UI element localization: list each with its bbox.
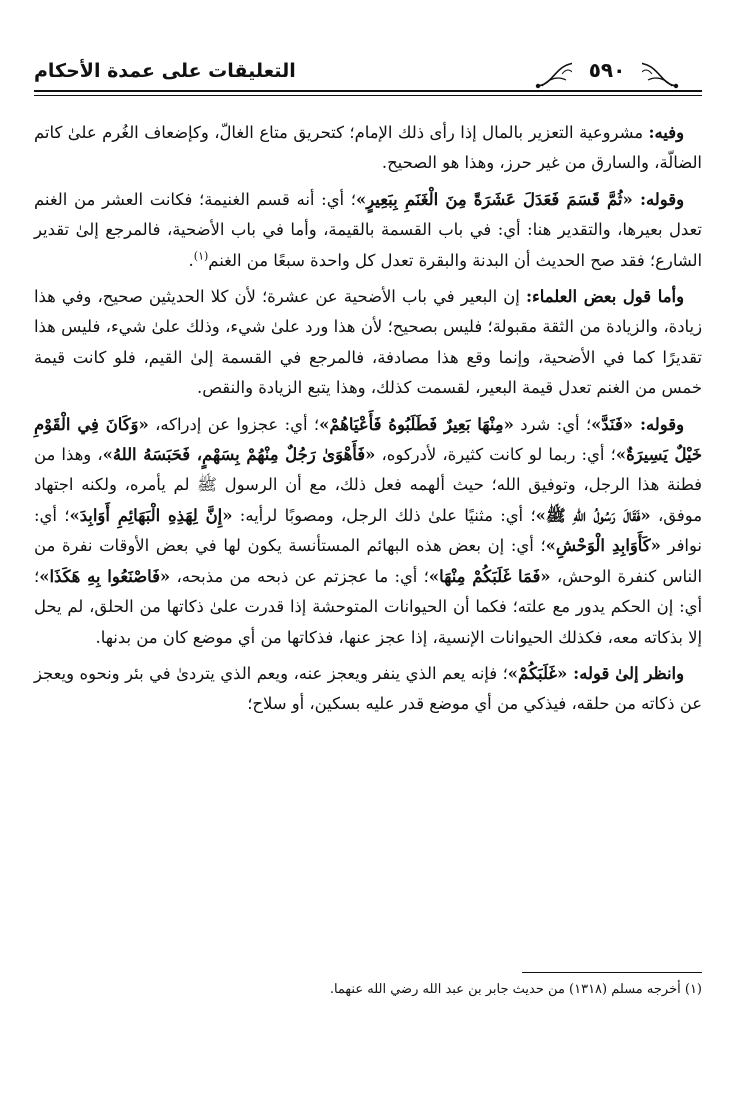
hadith-quote: «وَكَانَ فِي الْقَوْمِ خَيْلٌ يَسِيرَةٌ»: [34, 414, 702, 465]
hadith-quote: «فَنَدَّ»: [591, 414, 640, 434]
page-number: ٥٩٠: [572, 58, 642, 82]
hadith-quote: «كَأَوَابِدِ الْوَحْشِ»: [545, 536, 661, 556]
paragraph-text: ؛ أي: إن الحكم يدور مع علته؛ فكما أن الحيوانات المتوحشة إذا قدرت علىٰ ذكاتها من الحلق، لم يحل إلا بذكاته معه، فكذلك الحيوانات الإنسية، إذا عجز عنها، فذكاتها من أي موضع كان من بدنها.: [34, 566, 702, 647]
hadith-quote: «فَمَا غَلَبَكُمْ مِنْهَا»: [428, 566, 551, 586]
paragraph-text: ؛ أي: مثنيًا علىٰ ذلك الرجل، ومصوبًا لرأيه:: [232, 505, 536, 525]
paragraph-4: [34, 410, 702, 653]
paragraph-5: [34, 659, 702, 720]
paragraph-text: ، وهذا من فطنة هذا الرجل، وتوفيق الله؛ حيث ألهمه فعل ذلك، مع أن الرسول ﷺ لم يأمره، ولكنه اجتهاد موفق،: [34, 445, 702, 525]
paragraph-text: إن البعير في باب الأضحية عن عشرة؛ لأن كلا الحديثين صحيح، وفي هذا زيادة، والزيادة من الثقة مقبولة؛ فليس بصحيح؛ لأن هذا ورد علىٰ شيء، وذلك علىٰ شيء، فليس هذا تقديرًا كما في الأضحية، وإنما وقع هذا مصادفة، فالمرجع في القسمة إلىٰ القيم، فلو كانت قيمة خمس من الغنم تعدل قيمة البعير، لقسمت كذلك، وهذا يتبع الزيادة والنقص.: [34, 287, 702, 398]
hadith-quote: «إِنَّ لِهَذِهِ الْبَهَائِمِ أَوَابِدَ»: [69, 505, 233, 525]
hadith-quote: «فَأَهْوَىٰ رَجُلٌ مِنْهُمْ بِسَهْمٍ، فَحَبَسَهُ اللهُ»: [102, 445, 376, 465]
hadith-quote: «فَقَالَ رَسُولُ اللهِ ﷺ»: [535, 505, 651, 525]
book-title: التعليقات على عمدة الأحكام: [34, 60, 296, 82]
paragraph-3: [34, 282, 702, 404]
footnote: (١) أخرجه مسلم (١٣١٨) من حديث جابر بن عبد الله رضي الله عنهما.: [329, 982, 702, 997]
paragraph-lead: وقوله:: [639, 189, 684, 209]
paragraph-text: ؛ أي: إن بعض هذه البهائم المستأنسة يكون لها في بعض الأوقات نفرة من الناس كنفرة الوحش،: [34, 536, 703, 586]
footnote-rule: [522, 972, 702, 973]
paragraph-lead: وانظر إلىٰ قوله:: [573, 663, 684, 683]
paragraph-end: .: [188, 250, 194, 270]
paragraph-text: ؛ أي: ربما لو كانت كثيرة، لأدركوه،: [375, 445, 616, 465]
paragraph-text: ؛ أي: نوافر: [34, 505, 702, 556]
paragraph-2: [34, 185, 702, 276]
paragraph-text: ؛ أي: عجزوا عن إدراكه،: [148, 414, 320, 434]
page-header: [34, 56, 702, 100]
page-number-frame: [532, 50, 682, 94]
paragraph-lead: وفيه:: [648, 123, 684, 142]
hadith-quote: «غَلَبَكُمْ»: [507, 663, 574, 683]
paragraph-text: ؛ أي: أنه قسم الغنيمة؛ فكانت العشر من الغنم تعدل بعيرها، والتقدير هنا: أي: في باب القسمة بالقيمة، وأما في باب الأضحية، فالمرجع إلىٰ تقدير الشارع؛ فقد صح الحديث أن البدنة والبقرة تعدل كل واحدة سبعًا من الغنم: [34, 189, 702, 270]
hadith-quote: «ثُمَّ قَسَمَ فَعَدَلَ عَشَرَةً مِنَ الْغَنَمِ بِبَعِيرٍ»: [356, 189, 640, 209]
body-text: [34, 118, 702, 726]
paragraph-text: ؛ أي: ما عجزتم عن ذبحه من مذبحه،: [170, 566, 429, 586]
paragraph-text: مشروعية التعزير بالمال إذا رأى ذلك الإمام؛ كتحريق متاع الغالّ، وكإضعاف الغُرم علىٰ كاتم الضالّة، والسارق من غير حرز، وهذا هو الصحيح.: [34, 123, 702, 173]
paragraph-lead: وأما قول بعض العلماء:: [525, 287, 684, 307]
footnote-ref[interactable]: (١): [193, 249, 209, 263]
header-rule: [34, 90, 702, 92]
paragraph-text: ؛ أي: شرد: [513, 414, 592, 434]
paragraph-text: ؛ فإنه يعم الذي ينفر ويعجز عنه، ويعم الذي يتردىٰ في بئر ونحوه ويعجز عن ذكاته من حلقه، فيذكي من أي موضع قدر عليه بسكين، أو سلاح؛: [34, 663, 702, 714]
header-rule-thin: [34, 95, 702, 96]
paragraph-1: [34, 118, 702, 179]
hadith-quote: «مِنْهَا بَعِيرٌ فَطَلَبُوهُ فَأَعْيَاهُمْ»: [319, 414, 514, 434]
hadith-quote: «فَاصْنَعُوا بِهِ هَكَذَا»: [39, 566, 171, 586]
paragraph-lead: وقوله:: [639, 414, 684, 434]
